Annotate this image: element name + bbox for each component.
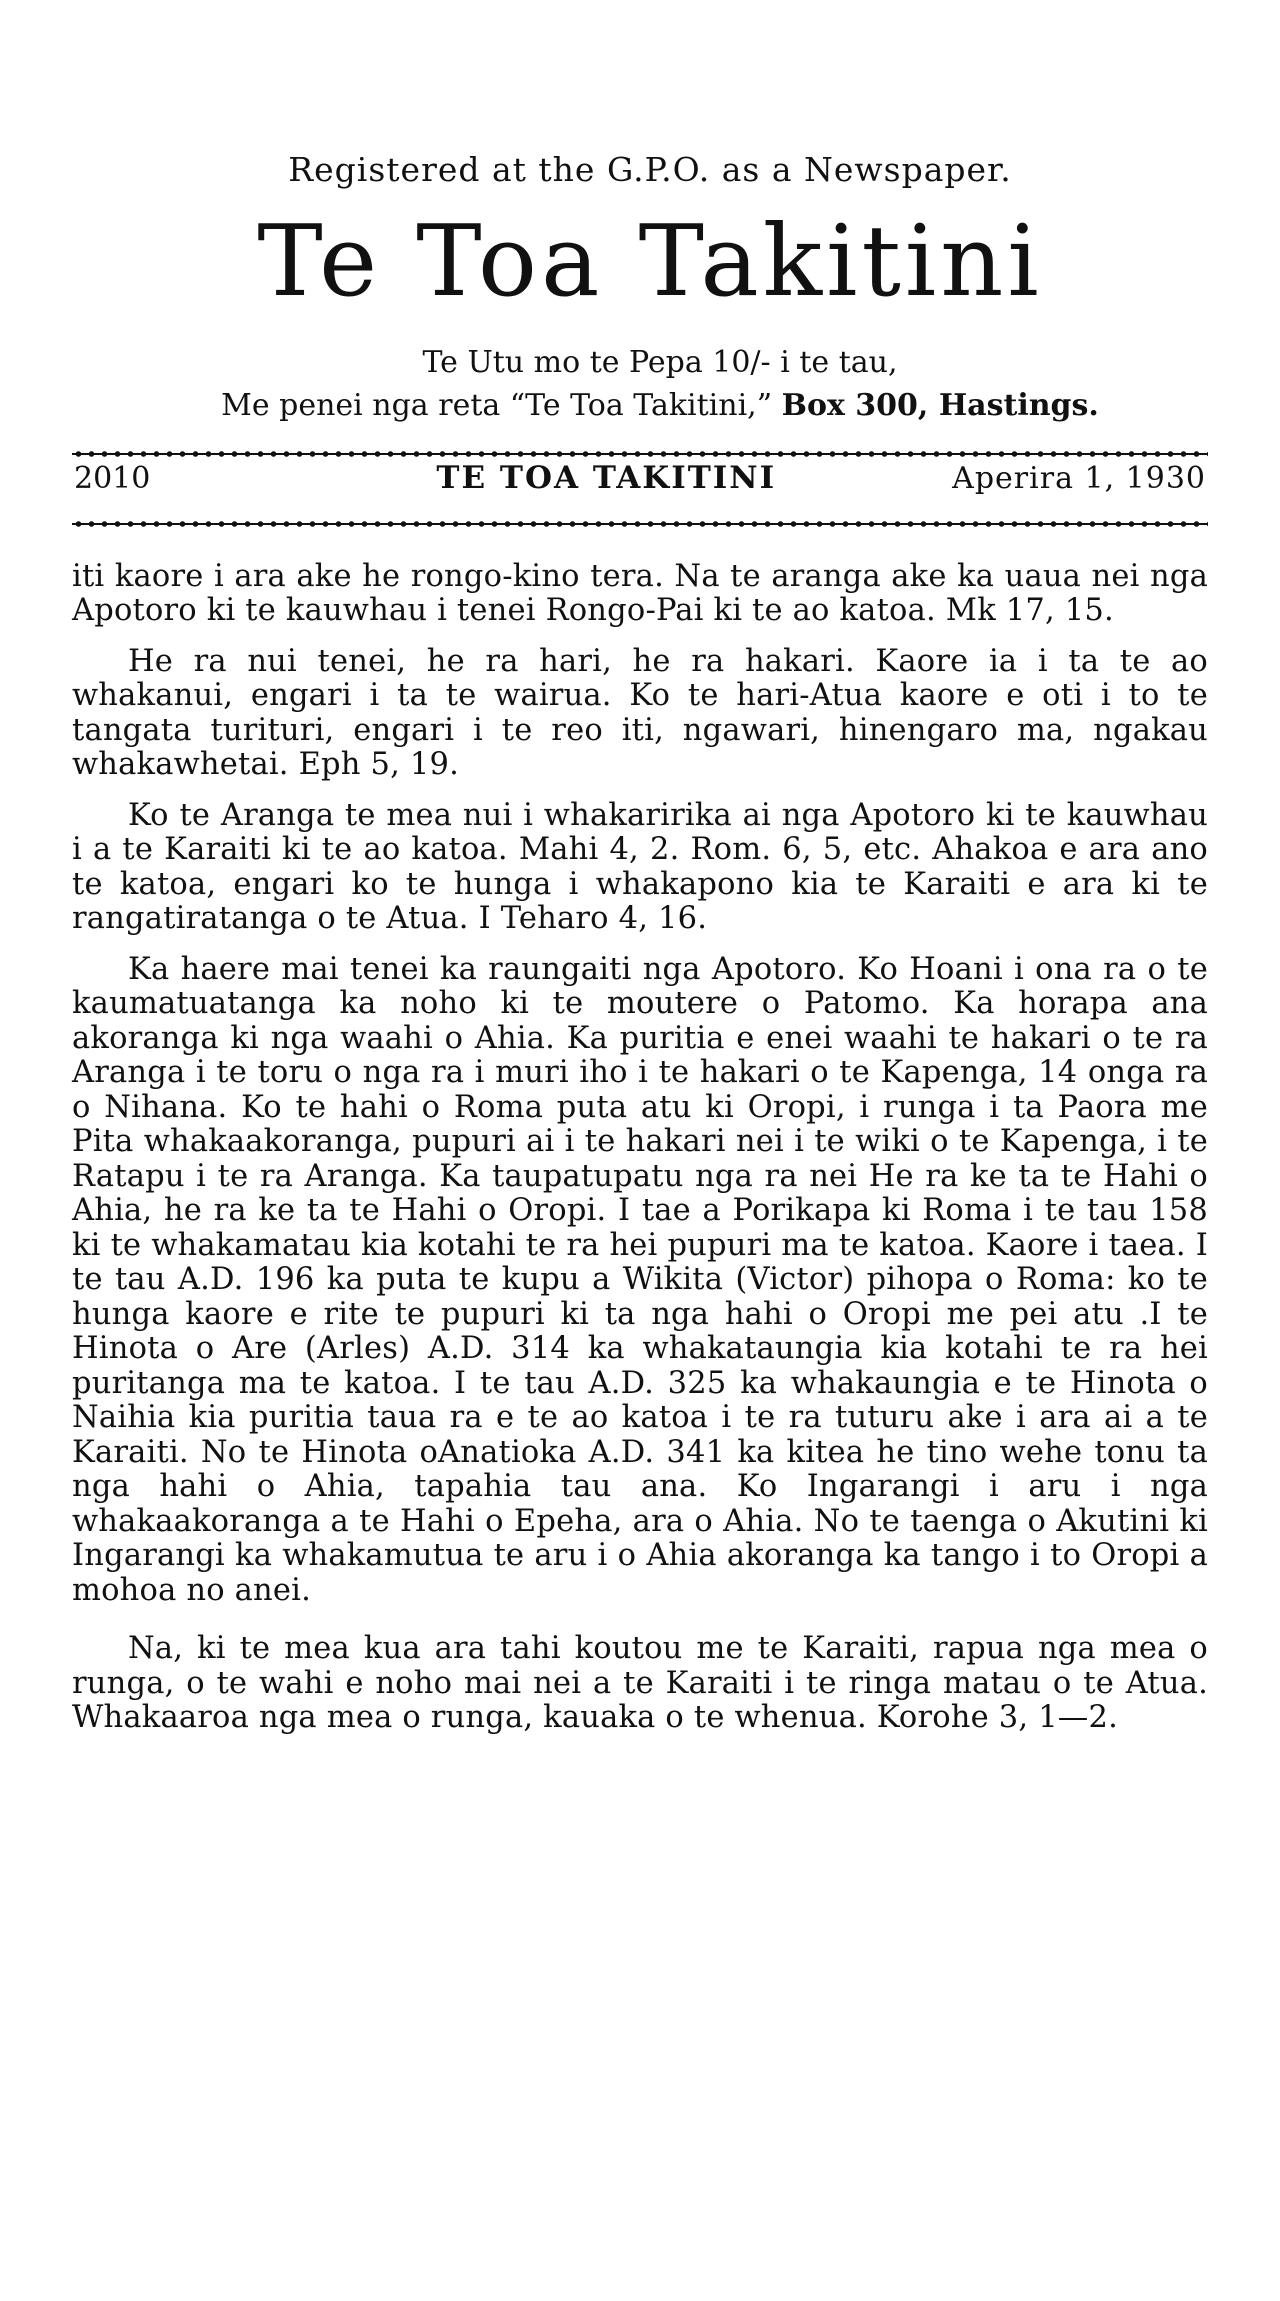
address-prefix: Me penei nga reta “Te Toa Takitini,” xyxy=(221,388,773,424)
dotted-rule-top xyxy=(72,448,1208,460)
article-paragraph: Na, ki te mea kua ara tahi koutou me te Karaiti, rapua nga mea o runga, o te wahi e noho mai nei a te Karaiti i te ringa matau o te Atua. Whakaaroa nga mea o runga, kauaka o te whenua. Korohe 3, 1—2. xyxy=(72,1631,1208,1736)
address-box: Box 300, Hastings. xyxy=(781,388,1099,424)
running-title: TE TOA TAKITINI xyxy=(436,459,777,496)
issue-date: Aperira 1, 1930 xyxy=(952,460,1206,496)
subscription-line: Te Utu mo te Pepa 10/- i te tau, xyxy=(422,344,898,380)
article-paragraph: Ko te Aranga te mea nui i whakaririka ai nga Apotoro ki te kauwhau i a te Karaiti ki te ao katoa. Mahi 4, 2. Rom. 6, 5, etc. Ahakoa e ara ano te katoa, engari ko te hunga i whakapono kia te Karaiti e ara ki te rangatiratanga o te Atua. I Teharo 4, 16. xyxy=(72,797,1208,937)
page-number: 2010 xyxy=(74,460,151,496)
article-body xyxy=(72,560,1208,1736)
issue-bar xyxy=(72,460,1208,518)
article-paragraph: iti kaore i ara ake he rongo-kino tera. Na te aranga ake ka uaua nei nga Apotoro ki te kauwhau i tenei Rongo-Pai ki te ao katoa. Mk 17, 15. xyxy=(72,558,1208,629)
article-paragraph: He ra nui tenei, he ra hari, he ra hakari. Kaore ia i ta te ao whakanui, engari i ta te wairua. Ko te hari-Atua kaore e oti i to te tangata turituri, engari i te reo iti, ngawari, hinengaro ma, ngakau whakawhetai. Eph 5, 19. xyxy=(72,643,1208,783)
address-line xyxy=(72,384,1208,428)
masthead-title: Te Toa Takitini xyxy=(257,205,1043,319)
article-paragraph: Ka haere mai tenei ka raungaiti nga Apotoro. Ko Hoani i ona ra o te kaumatuatanga ka noho ki te moutere o Patomo. Ka horapa ana akoranga ki nga waahi o Ahia. Ka puritia e enei waahi te hakari o te ra Aranga i te toru o nga ra i muri iho i te hakari o te Kapenga, 14 onga ra o Nihana. Ko te hahi o Roma puta atu ki Oropi, i runga i ta Paora me Pita whakaakoranga, pupuri ai i te hakari nei i te wiki o te Kapenga, i te Ratapu i te ra Aranga. Ka taupatupatu nga ra nei He ra ke ta te Hahi o Ahia, he ra ke ta te Hahi o Oropi. I tae a Porikapa ki Roma i te tau 158 ki te whakamatau kia kotahi te ra hei pupuri ma te katoa. Kaore i taea. I te tau A.D. 196 ka puta te kupu a Wikita (Victor) pihopa o Roma: ko te hunga kaore e rite te pupuri ki ta nga hahi o Oropi me pei atu .I te Hinota o Are (Arles) A.D. 314 ka whakataungia kia kotahi te ra hei puritanga ma te katoa. I te tau A.D. 325 ka whakaungia e te Hinota o Naihia kia puritia taua ra e te ao katoa i te ra tuturu ake i ara ai a te Karaiti. No te Hinota oAnatioka A.D. 341 ka kitea he tino wehe tonu ta nga hahi o Ahia, tapahia tau ana. Ko Ingarangi i aru i nga whakaakoranga a te Hahi o Epeha, ara o Ahia. No te taenga o Akutini ki Ingarangi ka whakamutua te aru i o Ahia akoranga ka tango i to Oropi a mohoa no anei. xyxy=(72,951,1208,1608)
newspaper-page xyxy=(72,150,1208,1752)
dotted-rule-bottom xyxy=(72,518,1208,530)
registered-notice: Registered at the G.P.O. as a Newspaper. xyxy=(288,150,1012,189)
